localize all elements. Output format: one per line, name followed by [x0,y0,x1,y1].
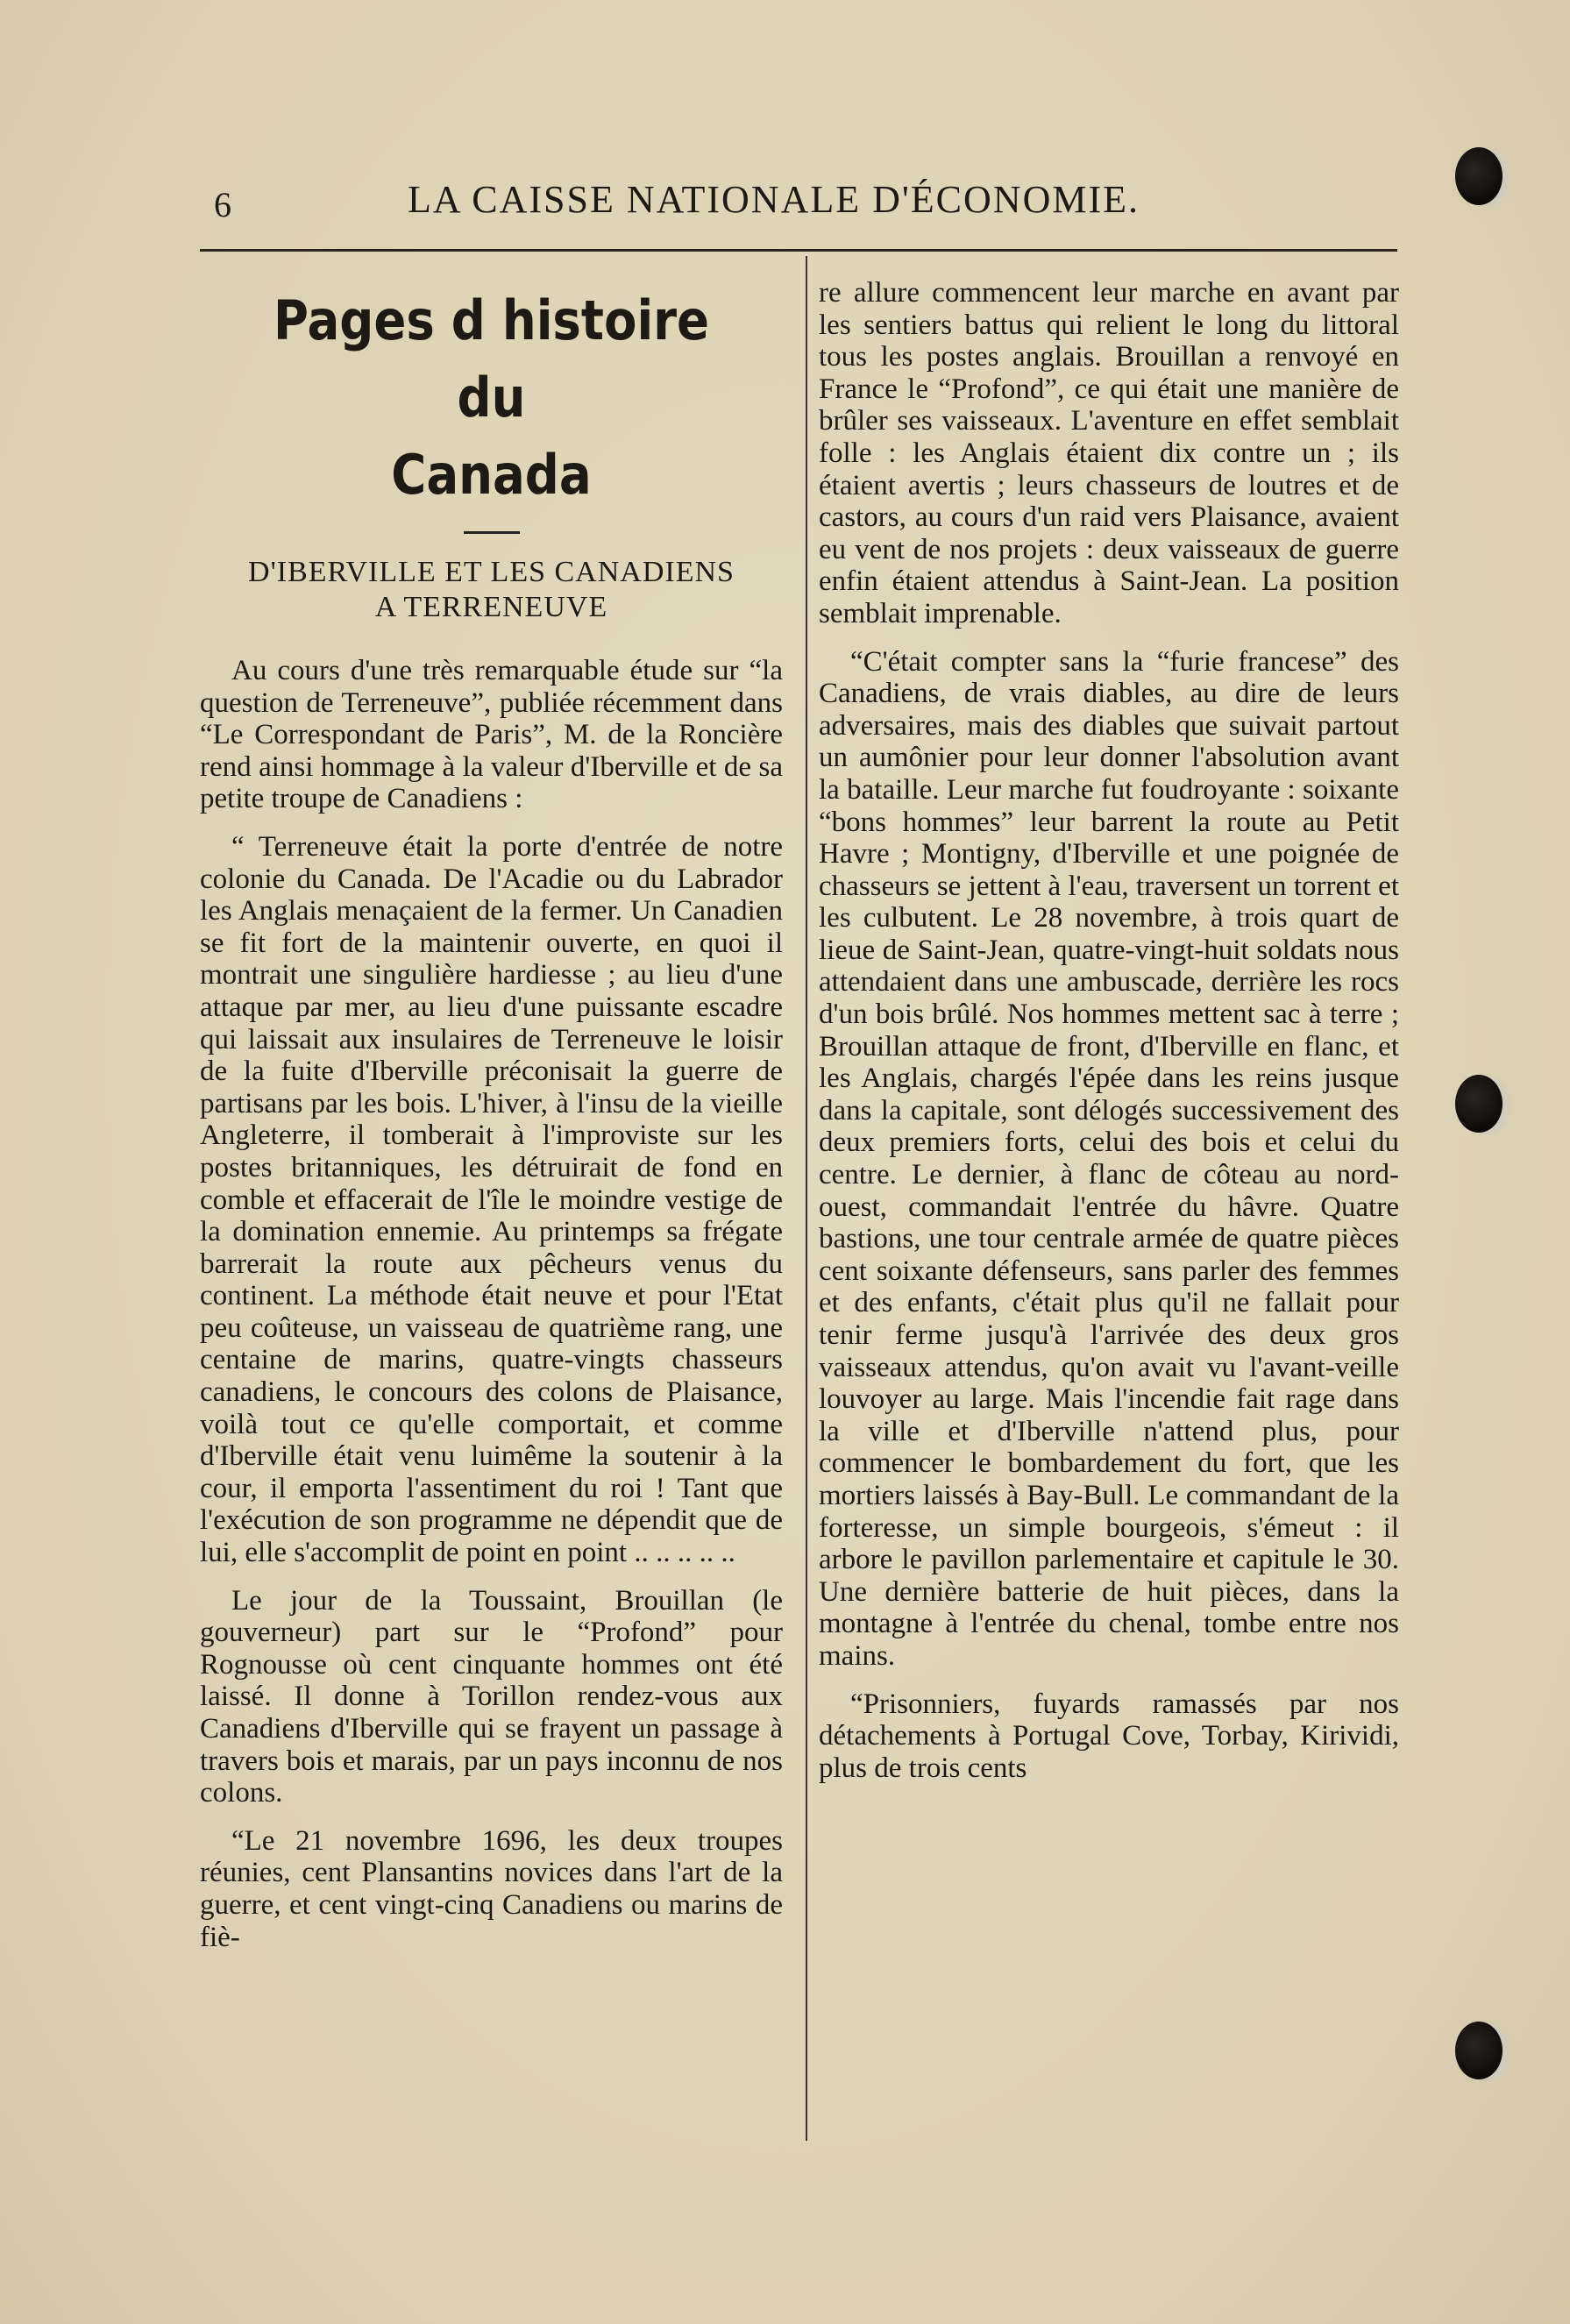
article-title [235,279,748,514]
article-subtitle [200,555,783,625]
right-paragraph-3: “Prisonniers, fuyards ramassés par nos détachements à Portugal Cove, Torbay, Kirividi, plus de trois cents [819,1688,1399,1784]
right-paragraph-2: “C'était compter sans la “furie francese” des Canadiens, de vrais diables, au dire de leurs adversaires, mais des diables que suivait partout un aumônier pour leur donner l'absolution avant la bataille. Leur marche fut foudroyante : soixante “bons hommes” leur barrent la route au Petit Havre ; Montigny, d'Iberville et une poignée de chasseurs se jettent à l'eau, traversent un torrent et les culbutent. Le 28 novembre, à trois quart de lieue de Saint-Jean, quatre-vingt-huit soldats nous attendaient dans une ambuscade, derrière les rocs d'un bois brûlé. Nos hommes mettent sac à terre ; Brouillan attaque de front, d'Iberville en flanc, et les Anglais, chargés l'épée dans les reins jusque dans la capitale, sont délogés successivement des deux premiers forts, celui des bois et celui du centre. Le dernier, à flanc de côteau au nord-ouest, commandait l'entrée du hâvre. Quatre bastions, une tour centrale armée de quatre pièces cent soixante défenseurs, sans parler des femmes et des enfants, c'était plus qu'il ne fallait pour tenir ferme jusqu'à l'arrivée des deux gros vaisseaux attendus, qu'on avait vu l'avant-veille louvoyer au large. Mais l'incendie fait rage dans la ville et d'Iberville n'attend plus, pour commencer le bombardement du fort, que les mortiers laissés à Bay-Bull. Le commandant de la forteresse, un simple bourgeois, s'émeut : il arbore le pavillon parlementaire et capitule le 30. Une dernière batterie de huit pièces, dans la montagne à l'entrée du chenal, tombe entre nos mains. [819,645,1399,1672]
subtitle-line-2: A TERRENEUVE [374,591,608,623]
running-title: LA CAISSE NATIONALE D'ÉCONOMIE. [408,178,1140,221]
left-paragraph-2: “ Terreneuve était la porte d'entrée de notre colonie du Canada. De l'Acadie ou du Labrador les Anglais menaçaient de la fermer. Un Canadien se fit fort de la maintenir ouverte, en quoi il montrait une singulière hardiesse ; au lieu d'une attaque par mer, au lieu d'une puissante escadre qui laissait aux insulaires de Terreneuve le loisir de la fuite d'Iberville préconisait la guerre de partisans par les bois. L'hiver, à l'insu de la vieille Angleterre, il tomberait à l'improviste sur les postes britanniques, les détruirait de fond en comble et effacerait de l'île le moindre vestige de la domination ennemie. Au printemps sa frégate barrerait la route aux pêcheurs venus du continent. La méthode était neuve et pour l'Etat peu coûteuse, un vaisseau de quatrième rang, une centaine de marins, quatre-vingts chasseurs canadiens, le concours des colons de Plaisance, voilà tout ce qu'elle comportait, et comme d'Iberville était venu luimême la soutenir à la cour, il emporta l'assentiment du roi ! Tant que l'exécution de son programme ne dépendit que de lui, elle s'accomplit de point en point .. .. .. .. .. [200,830,783,1569]
binder-hole-bottom [1455,2022,1503,2079]
header-rule [200,249,1397,252]
binder-hole-middle [1455,1075,1503,1133]
article-title-line-2: Canada [391,443,592,507]
left-column [200,279,783,1969]
right-column [819,277,1399,1800]
right-paragraph-1: re allure commencent leur marche en avant par les sentiers battus qui relient le long du littoral tous les postes anglais. Brouillan a renvoyé en France le “Profond”, ce qui était une manière de brûler ses vaisseaux. L'aventure en effet semblait folle : les Anglais étaient dix contre un ; ils étaient avertis ; leurs chasseurs de loutres et de castors, au cours d'un raid vers Plaisance, avaient eu vent de nos projets : deux vaisseaux de guerre enfin étaient attendus à Saint-Jean. La position semblait imprenable. [819,277,1399,629]
left-paragraph-4: “Le 21 novembre 1696, les deux troupes réunies, cent Plansantins novices dans l'art de la guerre, et cent vingt-cinq Canadiens ou marins de fiè- [200,1824,783,1953]
article-title-line-1: Pages d histoire du [273,288,710,430]
left-paragraph-3: Le jour de la Toussaint, Brouillan (le gouverneur) part sur le “Profond” pour Rognousse où cent cinquante hommes ont été laissé. Il donne à Torillon rendez-vous aux Canadiens d'Iberville qui se frayent un passage à travers bois et marais, par un pays inconnu de nos colons. [200,1584,783,1809]
title-rule [464,531,520,534]
page-number: 6 [214,185,231,224]
column-divider [806,256,807,2141]
binder-hole-top [1455,147,1503,205]
subtitle-line-1: D'IBERVILLE ET LES CANADIENS [248,556,735,588]
left-paragraph-1: Au cours d'une très remarquable étude sur “la question de Terreneuve”, publiée récemment dans “Le Correspondant de Paris”, M. de la Roncière rend ainsi hommage à la valeur d'Iberville et de sa petite troupe de Canadiens : [200,655,783,815]
